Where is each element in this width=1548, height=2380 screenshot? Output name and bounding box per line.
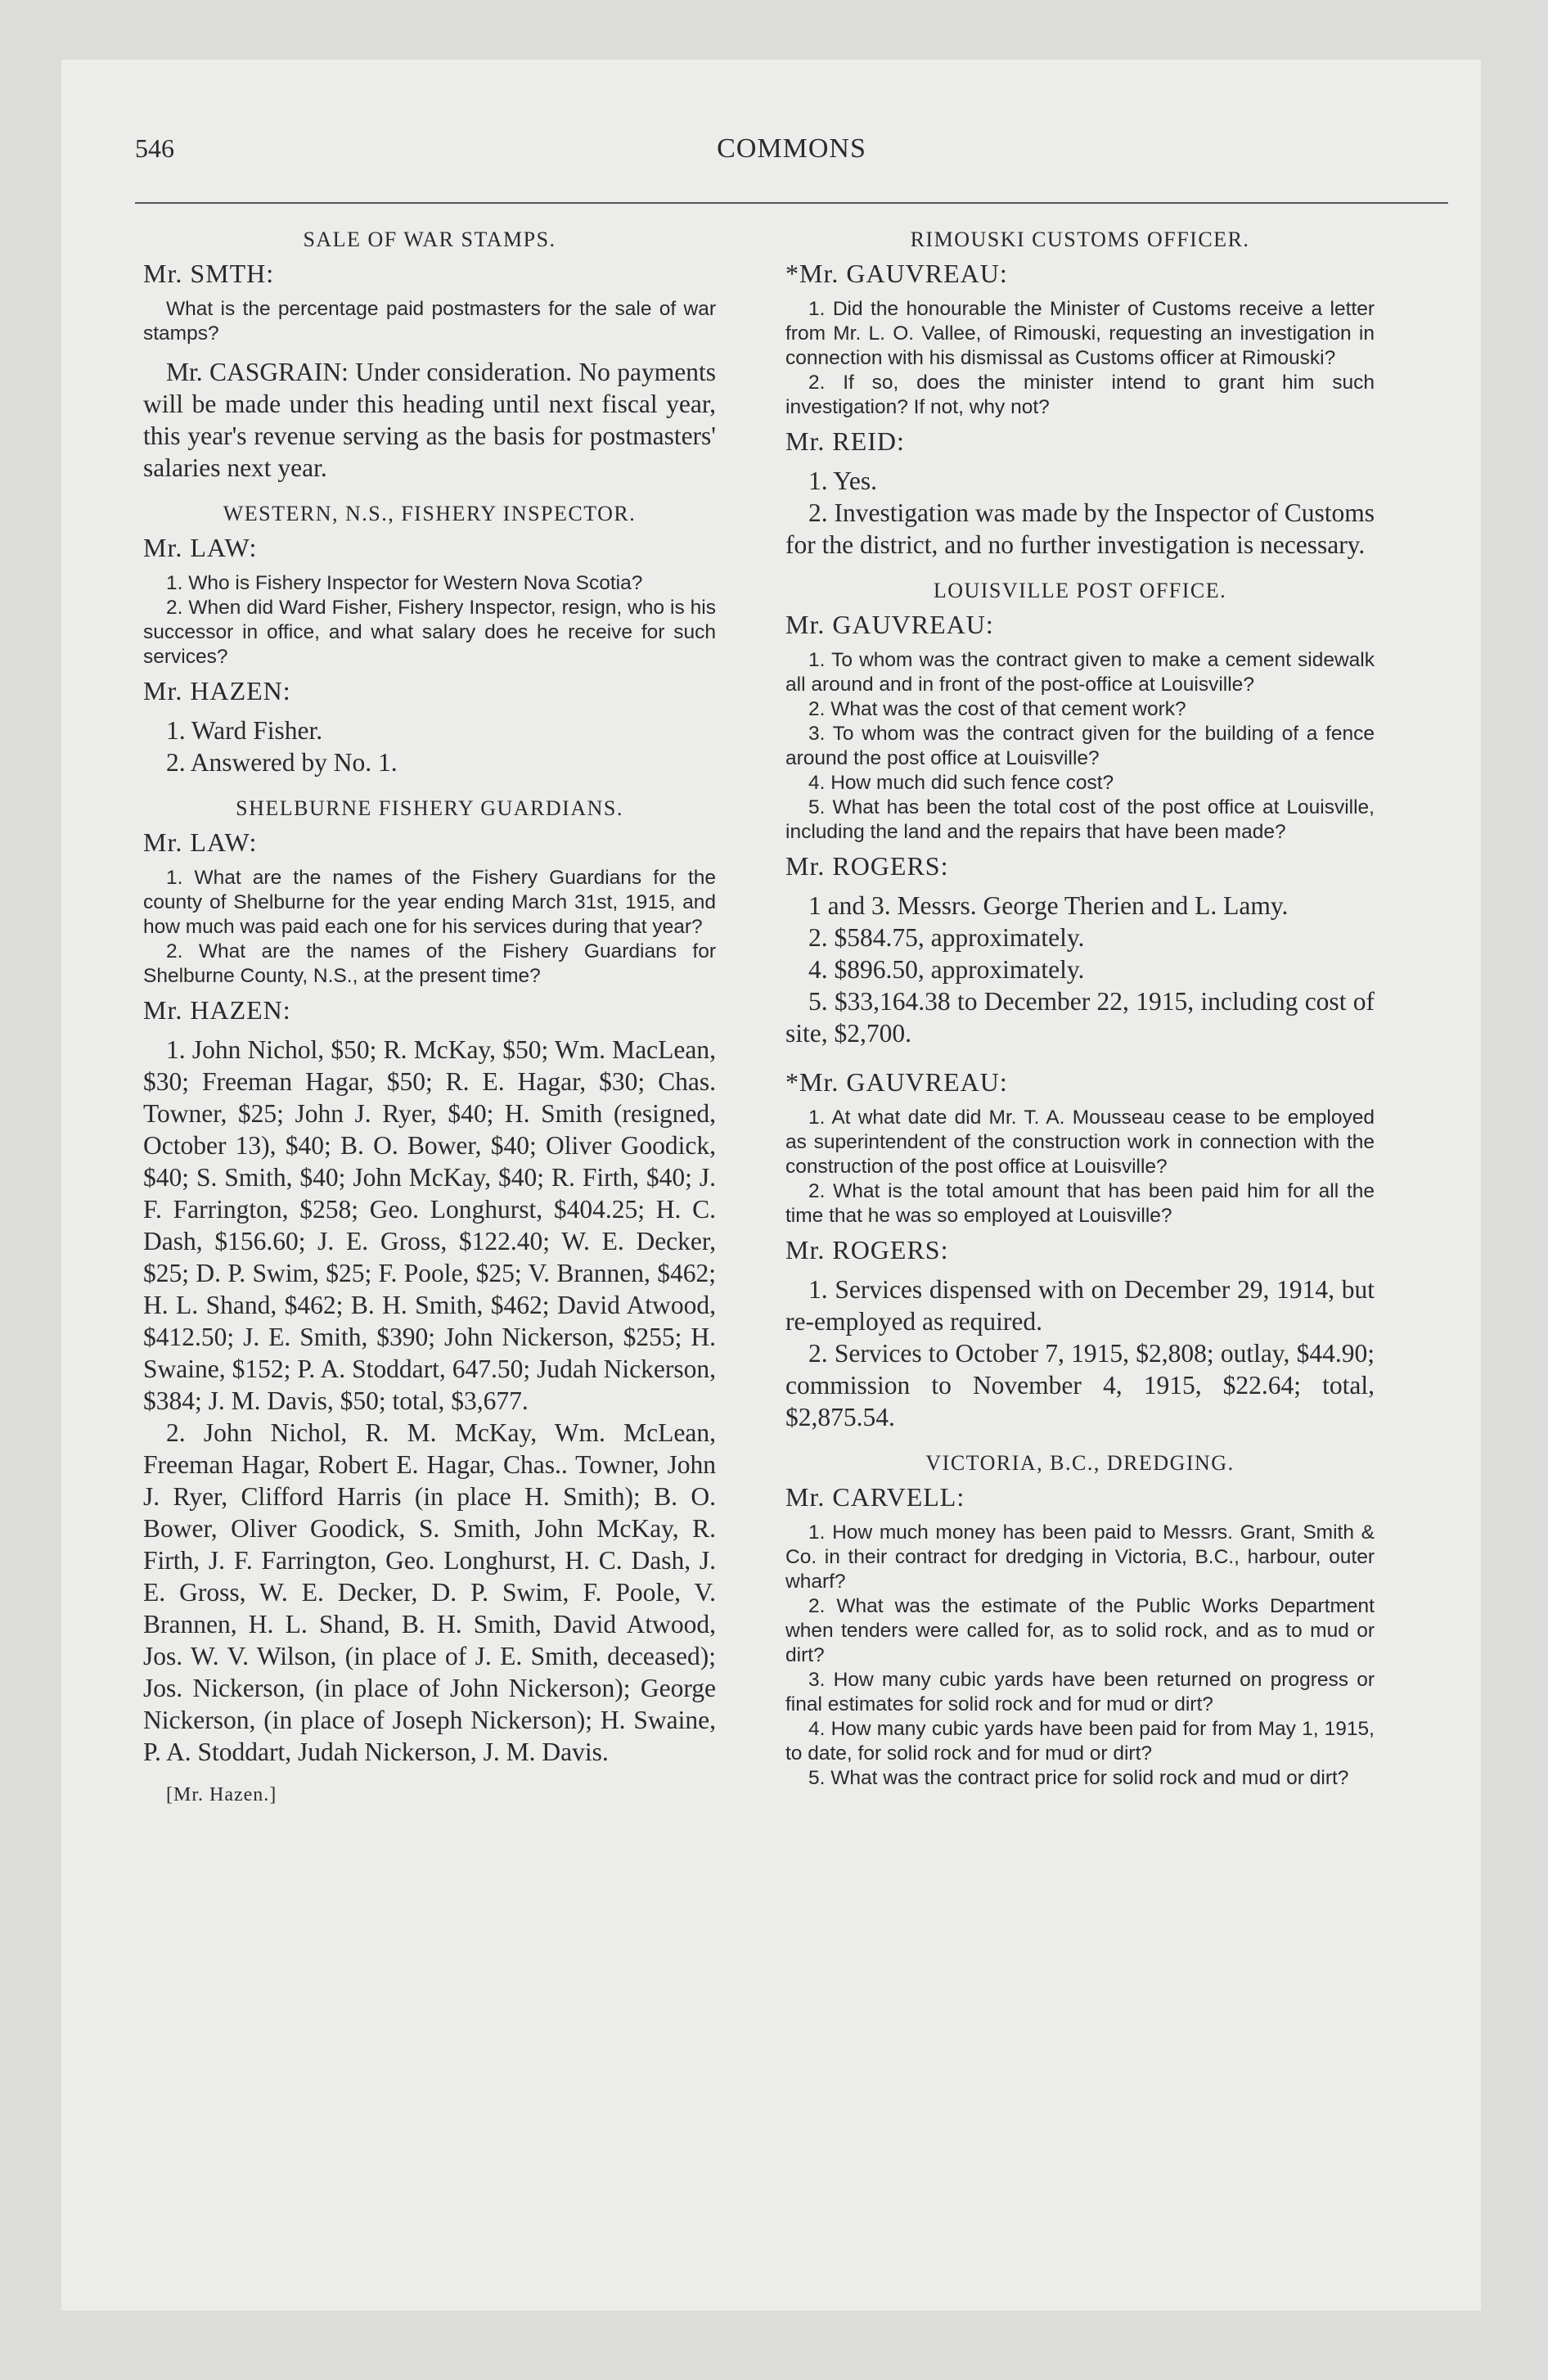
speaker: Mr. HAZEN: [143, 676, 291, 705]
question: 1. To whom was the contract given to make a cement sidewalk all around and in front of the post-office at Louisville? [785, 649, 1375, 696]
speaker: Mr. LAW: [143, 827, 258, 857]
speaker: *Mr. GAUVREAU: [785, 1067, 1008, 1097]
page-header [135, 133, 1448, 183]
section-title: SHELBURNE FISHERY GUARDIANS. [236, 796, 623, 820]
question: 1. Who is Fishery Inspector for Western Nova Scotia? [166, 572, 643, 594]
page-number: 546 [135, 133, 174, 163]
speaker: *Mr. GAUVREAU: [785, 259, 1008, 288]
question: 1. Did the honourable the Minister of Customs receive a letter from Mr. L. O. Vallee, of Rimouski, requesting an investigation in connection with his dismissal as Customs officer at Rimouski? [785, 298, 1375, 369]
page [61, 60, 1481, 2310]
answer: 1. Ward Fisher. [166, 716, 323, 745]
speaker: Mr. ROGERS: [785, 851, 949, 881]
speaker: Mr. HAZEN: [143, 995, 291, 1025]
question: What is the percentage paid postmasters for the sale of war stamps? [143, 298, 716, 345]
question: 2. What are the names of the Fishery Guardians for Shelburne County, N.S., at the present time? [143, 940, 716, 987]
left-column [143, 228, 716, 1806]
question: 2. What is the total amount that has been paid him for all the time that he was so employed at Louisville? [785, 1180, 1375, 1227]
section-title: WESTERN, N.S., FISHERY INSPECTOR. [223, 502, 637, 525]
question: 2. What was the estimate of the Public Works Department when tenders were called for, as to solid rock, and as to mud or dirt? [785, 1595, 1375, 1666]
question: 4. How many cubic yards have been paid for from May 1, 1915, to date, for solid rock and for mud or dirt? [785, 1718, 1375, 1765]
speaker-footer: [Mr. Hazen.] [166, 1784, 277, 1805]
speaker: Mr. GAUVREAU: [785, 610, 994, 639]
answer: Mr. CASGRAIN: Under consideration. No payments will be made under this heading until next fiscal year, this year's revenue serving as the basis for postmasters' salaries next year. [143, 358, 716, 482]
question: 1. How much money has been paid to Messrs. Grant, Smith & Co. in their contract for dredging in Victoria, B.C., harbour, outer wharf? [785, 1521, 1375, 1593]
answer: 2. $584.75, approximately. [808, 923, 1085, 952]
speaker: Mr. ROGERS: [785, 1235, 949, 1264]
answer: 5. $33,164.38 to December 22, 1915, including cost of site, $2,700. [785, 987, 1375, 1048]
answer: 1. Yes. [808, 467, 878, 495]
answer: 4. $896.50, approximately. [808, 955, 1085, 984]
question: 2. When did Ward Fisher, Fishery Inspector, resign, who is his successor in office, and what salary does he receive for such services? [143, 597, 716, 668]
section-title: VICTORIA, B.C., DREDGING. [925, 1451, 1235, 1475]
running-title: COMMONS [717, 133, 866, 164]
question: 1. At what date did Mr. T. A. Mousseau cease to be employed as superintendent of the construction work in connection with the construction of the post office at Louisville? [785, 1107, 1375, 1178]
speaker: Mr. LAW: [143, 533, 258, 562]
question: 1. What are the names of the Fishery Guardians for the county of Shelburne for the year ending March 31st, 1915, and how much was paid each one for his services during that year? [143, 867, 716, 938]
speaker: Mr. SMTH: [143, 259, 275, 288]
answer: 2. Services to October 7, 1915, $2,808; outlay, $44.90; commission to November 4, 1915, $22.64; total, $2,875.54. [785, 1339, 1375, 1431]
speaker: Mr. REID: [785, 426, 905, 456]
answer: 1. John Nichol, $50; R. McKay, $50; Wm. MacLean, $30; Freeman Hagar, $50; R. E. Hagar, $30; Chas. Towner, $25; John J. Ryer, $40; H. Smith (resigned, October 13), $40; B. O. Bower, $40; Oliver Goodick, $40; S. Smith, $40; John McKay, $40; R. Firth, $40; J. F. Farrington, $258; Geo. Longhurst, $404.25; H. C. Dash, $156.60; J. E. Gross, $122.40; W. E. Decker, $25; D. P. Swim, $25; F. Poole, $25; V. Brannen, $462; H. L. Shand, $462; B. H. Smith, $462; David Atwood, $412.50; J. E. Smith, $390; John Nickerson, $255; H. Swaine, $152; P. A. Stoddart, 647.50; Judah Nickerson, $384; J. M. Davis, $50; total, $3,677. [143, 1035, 716, 1415]
answer: 2. John Nichol, R. M. McKay, Wm. McLean, Freeman Hagar, Robert E. Hagar, Chas.. Towner, John J. Ryer, Clifford Harris (in place H. Smith); B. O. Bower, Oliver Goodick, S. Smith, John McKay, R. Firth, J. F. Farrington, Geo. Longhurst, H. C. Dash, J. E. Gross, W. E. Decker, D. P. Swim, F. Poole, V. Brannen, H. L. Shand, B. H. Smith, David Atwood, Jos. W. V. Wilson, (in place of J. E. Smith, deceased); Jos. Nickerson, (in place of John Nickerson); George Nickerson, (in place of Joseph Nickerson); H. Swaine, P. A. Stoddart, Judah Nickerson, J. M. Davis. [143, 1418, 716, 1766]
question: 5. What was the contract price for solid rock and mud or dirt? [808, 1767, 1349, 1789]
answer: 1. Services dispensed with on December 29, 1914, but re-employed as required. [785, 1275, 1375, 1336]
answer: 2. Answered by No. 1. [166, 748, 398, 777]
header-rule [135, 202, 1448, 204]
question: 2. If so, does the minister intend to grant him such investigation? If not, why not? [785, 372, 1375, 418]
right-column [785, 228, 1375, 1791]
question: 4. How much did such fence cost? [808, 772, 1114, 794]
answer: 2. Investigation was made by the Inspector of Customs for the district, and no further investigation is necessary. [785, 498, 1375, 559]
question: 3. To whom was the contract given for the building of a fence around the post office at Louisville? [785, 723, 1375, 769]
question: 3. How many cubic yards have been returned on progress or final estimates for solid rock and for mud or dirt? [785, 1669, 1375, 1715]
section-title: SALE OF WAR STAMPS. [303, 228, 556, 251]
answer: 1 and 3. Messrs. George Therien and L. Lamy. [808, 891, 1289, 920]
section-title: LOUISVILLE POST OFFICE. [933, 579, 1227, 602]
section-title: RIMOUSKI CUSTOMS OFFICER. [910, 228, 1250, 251]
question: 5. What has been the total cost of the post office at Louisville, including the land and the repairs that have been made? [785, 796, 1375, 843]
question: 2. What was the cost of that cement work? [808, 698, 1186, 720]
speaker: Mr. CARVELL: [785, 1482, 965, 1512]
